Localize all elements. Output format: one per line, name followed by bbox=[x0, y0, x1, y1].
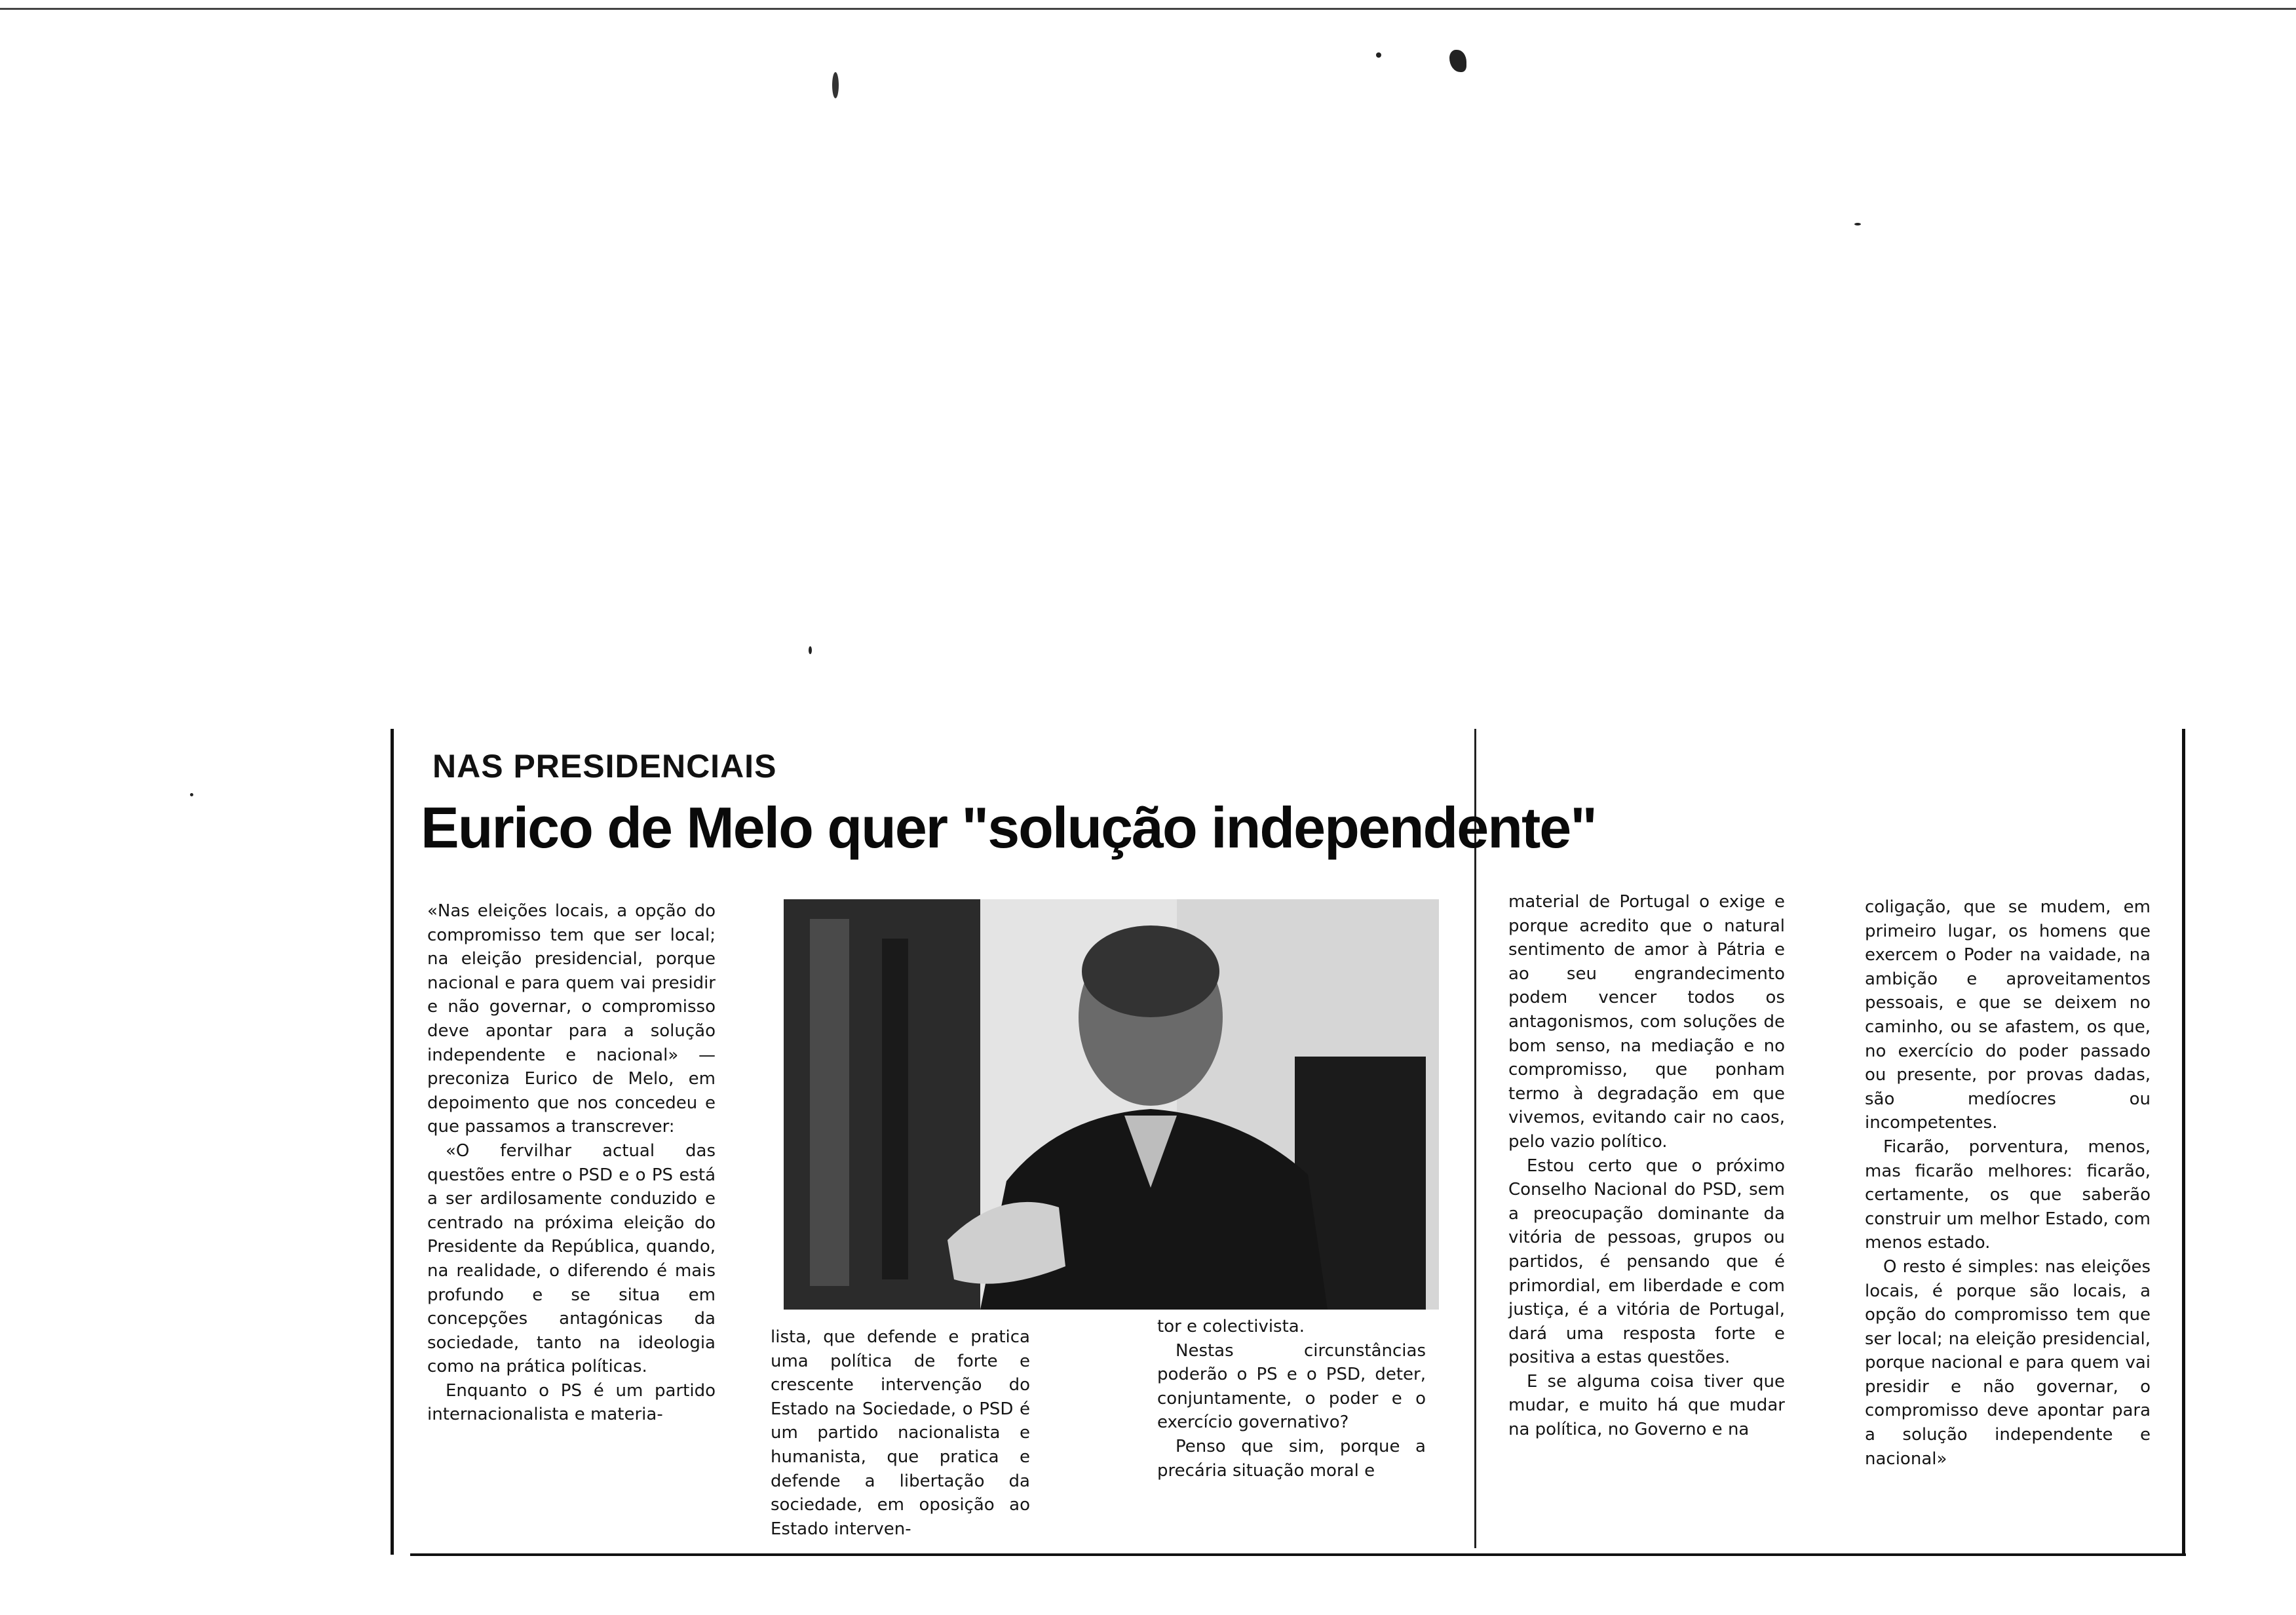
paragraph: Enquanto o PS é um partido internacionalista e materia- bbox=[427, 1380, 716, 1425]
paragraph: «O fervilhar actual das questões entre o PSD e o PS está a ser ardilosamente conduzido e centrado na próxima eleição do Presidente da República, quando, na realidade, o diferendo é mais profundo e se situa em concepções antagónicas da sociedade, tanto na ideologia como na prática políticas. bbox=[427, 1140, 716, 1377]
clipping-border-right bbox=[2182, 729, 2185, 1556]
article-headline: Eurico de Melo quer "solução independente" bbox=[421, 795, 1596, 860]
scan-speck bbox=[809, 646, 812, 654]
paragraph: «Nas eleições locais, a opção do compromisso tem que ser local; na eleição presidencial, porque nacional e para quem vai presidir e não governar, o compromisso deve apontar para a solução independente e nacional» — preconiza Eurico de Melo, em depoimento que nos concedeu e que passamos a transcrever: bbox=[427, 901, 716, 1137]
clipping-border-bottom bbox=[410, 1553, 2186, 1556]
scan-speck bbox=[832, 72, 839, 98]
portrait-photo-icon bbox=[784, 899, 1439, 1310]
scan-speck bbox=[1854, 223, 1861, 225]
paragraph: Penso que sim, porque a precária situação moral e bbox=[1157, 1436, 1426, 1481]
paragraph: lista, que defende e pratica uma política de forte e crescente intervenção do Estado na Sociedade, o PSD é um partido nacionalista e humanista, que pratica e defende a libertação da sociedade, em oposição ao Estado interven- bbox=[771, 1327, 1030, 1539]
scan-speck bbox=[190, 793, 193, 796]
article-column-3 bbox=[1157, 1315, 1426, 1483]
article-column-4 bbox=[1508, 890, 1785, 1442]
article-column-2 bbox=[771, 1325, 1030, 1541]
paragraph: Ficarão, porventura, menos, mas ficarão melhores: ficarão, certamente, os que saberão construir um melhor Estado, com menos estado. bbox=[1865, 1137, 2151, 1253]
paragraph: E se alguma coisa tiver que mudar, e muito há que mudar na política, no Governo e na bbox=[1508, 1371, 1785, 1440]
paragraph: coligação, que se mudem, em primeiro lugar, os homens que exercem o Poder na vaidade, na ambição e aproveitamentos pessoais, e que se deixem no caminho, ou se afastem, os que, no exercício do poder passado ou presente, por provas dadas, são medíocres ou incompetentes. bbox=[1865, 897, 2151, 1133]
paragraph: material de Portugal o exige e porque acredito que o natural sentimento de amor à Pátria e ao seu engrandecimento podem vencer todos os antagonismos, com soluções de bom senso, na mediação e no compromisso, que ponham termo à degradação em que vivemos, evitando cair no caos, pelo vazio político. bbox=[1508, 892, 1785, 1152]
article-column-5 bbox=[1865, 895, 2151, 1471]
article-column-1 bbox=[427, 899, 716, 1427]
scan-speck bbox=[1376, 52, 1381, 58]
newspaper-clipping bbox=[391, 729, 2186, 1557]
clipping-border-left bbox=[391, 729, 394, 1555]
paragraph: O resto é simples: nas eleições locais, é porque são locais, a opção do compromisso tem que ser local; na eleição presidencial, porque nacional e para quem vai presidir e não governar, o compromisso deve apontar para a solução independente e nacional» bbox=[1865, 1256, 2151, 1469]
paragraph: Nestas circunstâncias poderão o PS e o PSD, deter, conjuntamente, o poder e o exercício governativo? bbox=[1157, 1340, 1426, 1433]
paragraph: Estou certo que o próximo Conselho Nacional do PSD, sem a preocupação dominante da vitória de pessoas, grupos ou partidos, é pensando que é primordial, em liberdade e com justiça, é a vitória de Portugal, dará uma resposta forte e positiva a estas questões. bbox=[1508, 1156, 1785, 1368]
scan-top-edge bbox=[0, 8, 2296, 10]
paragraph: tor e colectivista. bbox=[1157, 1317, 1305, 1336]
article-kicker: NAS PRESIDENCIAIS bbox=[432, 748, 777, 785]
scan-speck bbox=[1449, 50, 1466, 72]
